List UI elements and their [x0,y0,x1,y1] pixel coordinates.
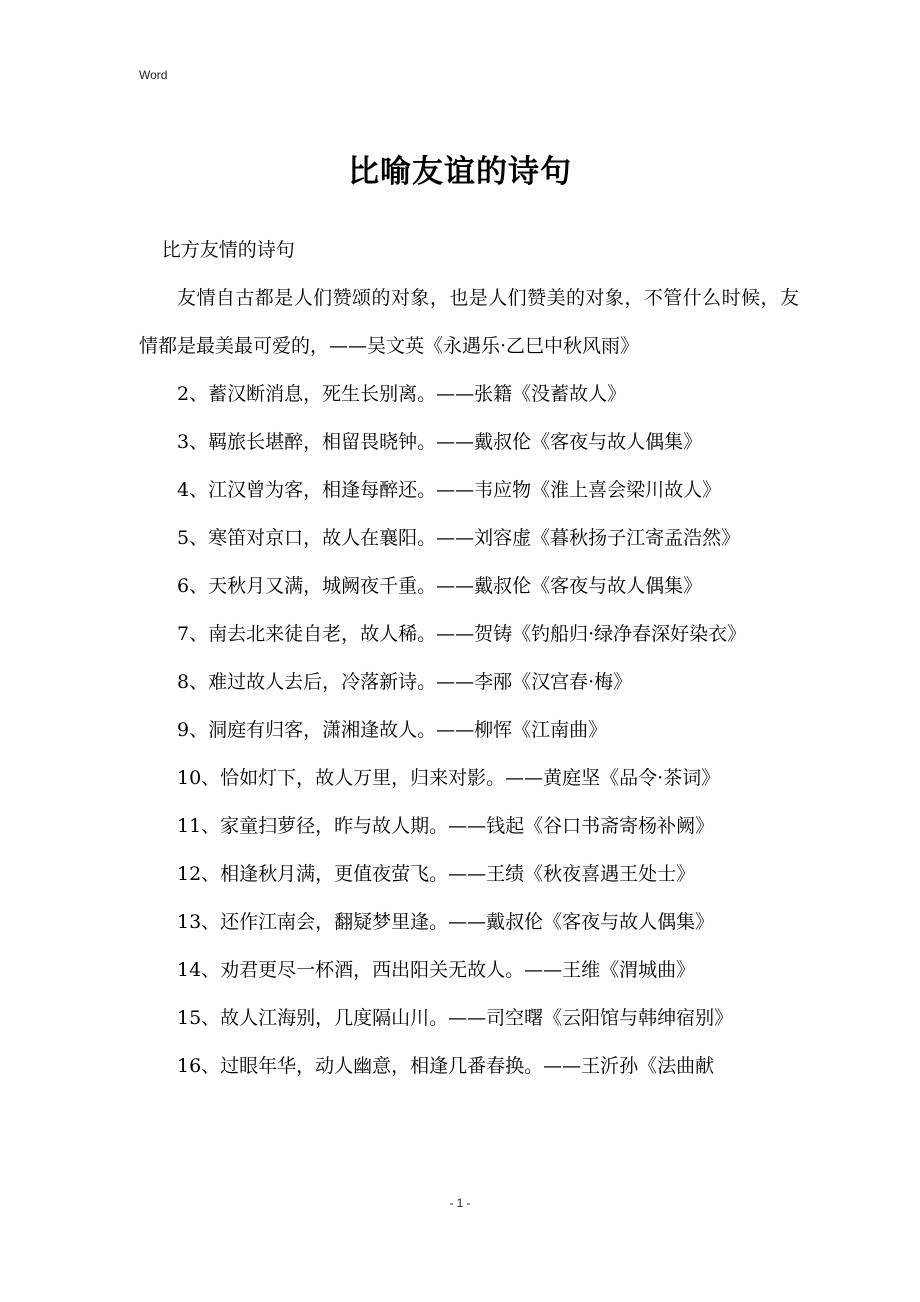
poem-line-15: 15、故人江海别，几度隔山川。——司空曙《云阳馆与韩绅宿别》 [177,1007,734,1029]
paragraph-intro: 友情自古都是人们赞颂的对象，也是人们赞美的对象，不管什么时候，友情都是最美最可爱的，——吴文英《永遇乐·乙巳中秋风雨》 [139,287,799,357]
poem-line-7: 7、南去北来徒自老，故人稀。——贺铸《钓船归·绿净春深好染衣》 [177,623,747,645]
header-label: Word [139,68,168,82]
poem-line-9: 9、洞庭有归客，潇湘逢故人。——柳恽《江南曲》 [177,719,608,741]
poem-line-14: 14、劝君更尽一杯酒，西出阳关无故人。——王维《渭城曲》 [177,959,696,981]
page-number: - 1 - [449,1196,471,1210]
poem-line-2: 2、蓄汉断消息，死生长别离。——张籍《没蓄故人》 [177,383,627,405]
poem-line-6: 6、天秋月又满，城阙夜千重。——戴叔伦《客夜与故人偶集》 [177,575,703,597]
poem-line-11: 11、家童扫萝径，昨与故人期。——钱起《谷口书斋寄杨补阙》 [177,815,715,837]
poem-line-8: 8、难过故人去后，冷落新诗。——李邴《汉宫春·梅》 [177,671,633,693]
poem-line-5: 5、寒笛对京口，故人在襄阳。——刘容虚《暮秋扬子江寄孟浩然》 [177,527,741,549]
document-subtitle: 比方友情的诗句 [161,239,295,261]
poem-line-4: 4、江汉曾为客，相逢每醉还。——韦应物《淮上喜会梁川故人》 [177,479,722,501]
poem-line-10: 10、恰如灯下，故人万里，归来对影。——黄庭坚《品令·茶词》 [177,767,721,789]
poem-line-3: 3、羁旅长堪醉，相留畏晓钟。——戴叔伦《客夜与故人偶集》 [177,431,703,453]
poem-line-12: 12、相逢秋月满，更值夜萤飞。——王绩《秋夜喜遇王处士》 [177,863,696,885]
poem-line-13: 13、还作江南会，翻疑梦里逢。——戴叔伦《客夜与故人偶集》 [177,911,715,933]
document-body [139,226,799,1090]
poem-line-16: 16、过眼年华，动人幽意，相逢几番春换。——王沂孙《法曲献 [177,1055,715,1077]
document-title: 比喻友谊的诗句 [348,154,572,190]
